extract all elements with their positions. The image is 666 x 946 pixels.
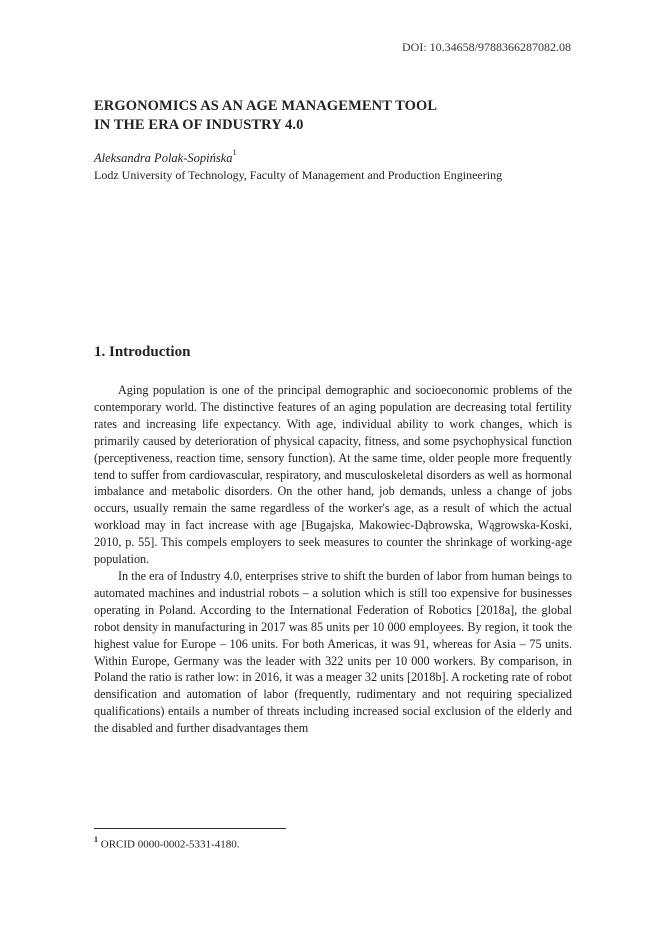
- footnote-text: ORCID 0000-0002-5331-4180.: [98, 838, 240, 851]
- author-affiliation: Lodz University of Technology, Faculty of Management and Production Engineering: [94, 168, 503, 182]
- author-name: [94, 150, 237, 166]
- paragraph: Aging population is one of the principal demographic and socioeconomic problems of the contemporary world. The distinctive features of an aging population are decreasing total fertility rates and increasing life expectancy. With age, individual ability to work changes, which is primarily caused by deterioration of physical capacity, fitness, and some psychophysical function (perceptiveness, reaction time, sensory function). At the same time, older people more frequently tend to suffer from cardiovascular, respiratory, and musculoskeletal disorders as well as hormonal imbalance and metabolic disorders. On the other hand, job demands, unless a change of jobs occurs, usually remain the same regardless of the worker's age, as a result of which the actual workload may in fact increase with age [Bugajska, Makowiec-Dąbrowska, Wągrowska-Koski, 2010, p. 55]. This compels employers to seek measures to counter the shrinkage of working-age population.: [94, 383, 572, 567]
- article-title-line-1: ERGONOMICS AS AN AGE MANAGEMENT TOOL: [94, 98, 438, 114]
- footnote-mark: 1: [94, 835, 98, 844]
- section-heading: 1. Introduction: [94, 344, 191, 360]
- doi-header[interactable]: DOI: 10.34658/9788366287082.08: [402, 40, 571, 54]
- footnote-divider: [94, 828, 286, 829]
- section-body: [94, 382, 572, 737]
- author-footnote-mark[interactable]: 1: [232, 148, 237, 157]
- paragraph: In the era of Industry 4.0, enterprises strive to shift the burden of labor from human beings to automated machines and industrial robots – a solution which is still too expensive for businesses operating in Poland. According to the International Federation of Robotics [2018a], the global robot density in manufacturing in 2017 was 85 units per 10 000 employees. By region, it took the highest value for Europe – 106 units. For both Americas, it was 91, whereas for Asia – 75 units. Within Europe, Germany was the leader with 322 units per 10 000 workers. By comparison, in Poland the ratio is rather low: in 2016, it was a meager 32 units [2018b]. A rocketing rate of robot densification and automation of labor (frequently, rudimentary and not requiring specialized qualifications) entails a number of threats including increased social exclusion of the elderly and the disabled and further disadvantages them: [94, 568, 572, 736]
- article-title-line-2: IN THE ERA OF INDUSTRY 4.0: [94, 117, 304, 133]
- footnote: [94, 836, 239, 851]
- author-name-text: Aleksandra Polak-Sopińska: [94, 151, 233, 166]
- article-title: [94, 97, 574, 135]
